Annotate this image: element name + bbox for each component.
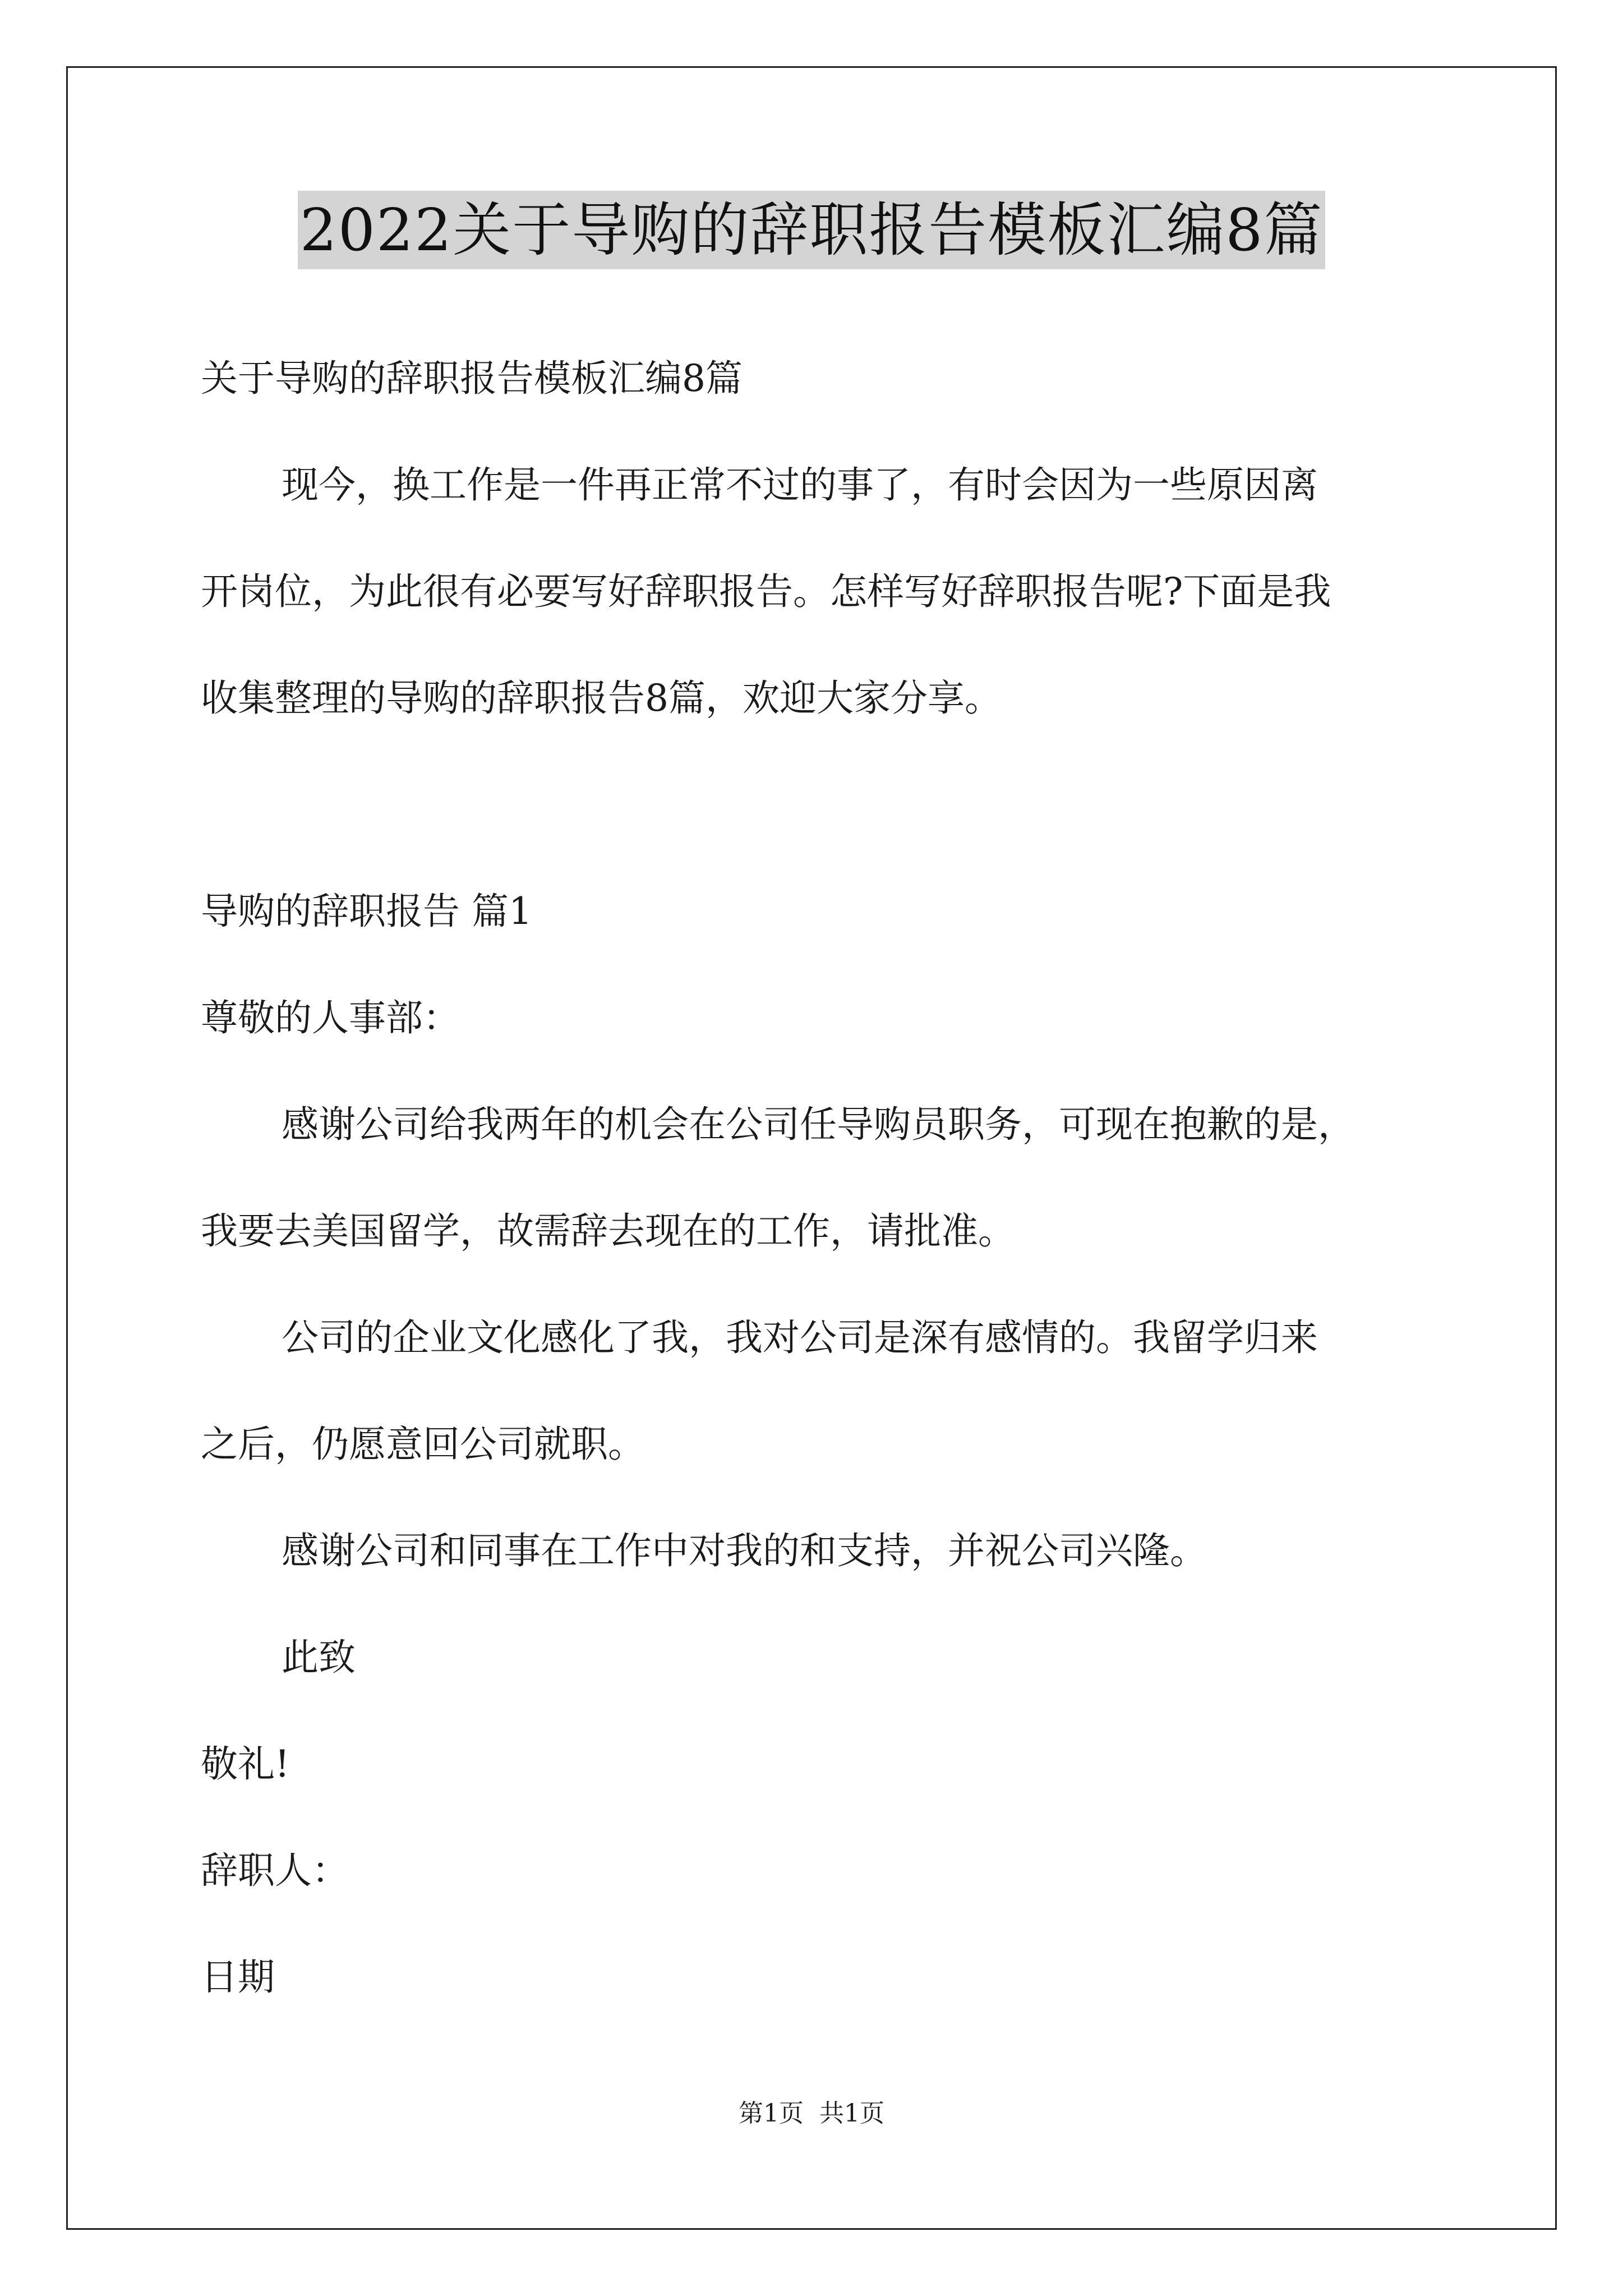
intro-line-3: 收集整理的导购的辞职报告8篇，欢迎大家分享。 [201,677,1002,720]
regards: 敬礼! [201,1742,290,1786]
document-title: 2022关于导购的辞职报告模板汇编8篇 [298,191,1326,269]
body-line-2: 我要去美国留学，故需辞去现在的工作，请批准。 [201,1209,1015,1253]
document-subtitle: 关于导购的辞职报告模板汇编8篇 [201,357,743,400]
signer-label: 辞职人： [201,1849,349,1892]
body-line-1: 感谢公司给我两年的机会在公司任导购员职务，可现在抱歉的是， [282,1103,1355,1146]
page-footer [0,2097,1623,2131]
closing: 此致 [282,1636,356,1679]
intro-line-1: 现今，换工作是一件再正常不过的事了，有时会因为一些原因离 [282,463,1318,507]
page-total: 共1页 [819,2099,884,2128]
body-line-5: 感谢公司和同事在工作中对我的和支持，并祝公司兴隆。 [282,1529,1207,1572]
intro-line-2: 开岗位，为此很有必要写好辞职报告。怎样写好辞职报告呢?下面是我 [201,570,1331,613]
page-current: 第1页 [739,2099,804,2128]
salutation: 尊敬的人事部： [201,996,460,1039]
date-label: 日期 [201,1955,275,1999]
body-line-4: 之后，仍愿意回公司就职。 [201,1423,645,1466]
body-line-3: 公司的企业文化感化了我，我对公司是深有感情的。我留学归来 [282,1316,1318,1359]
title-container [0,191,1623,269]
section-heading: 导购的辞职报告 篇1 [201,890,532,933]
